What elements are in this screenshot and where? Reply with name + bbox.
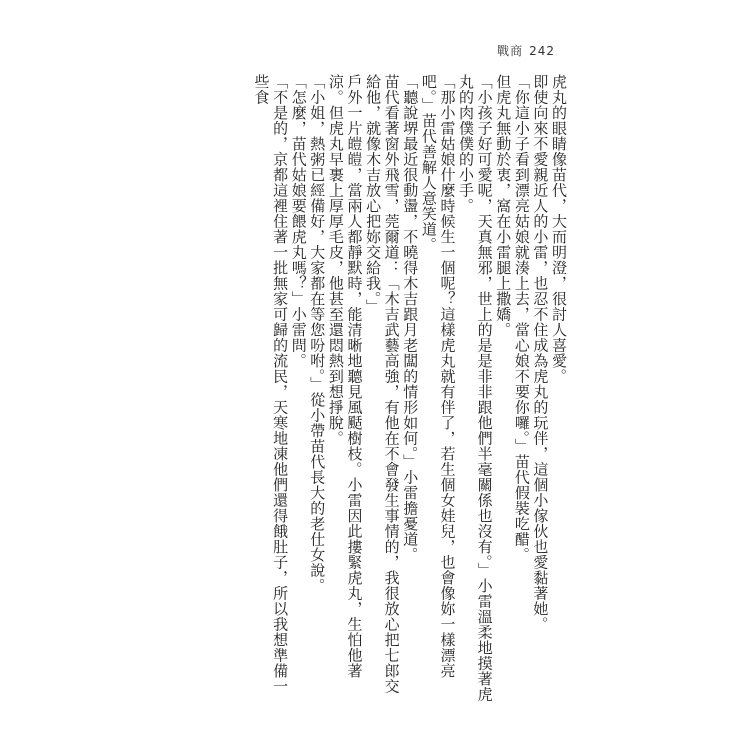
page-number: 242 xyxy=(529,44,555,58)
paragraph: 「小孩子好可愛呢，天真無邪，世上的是是非非跟他們半毫關係也沒有。」小雷溫柔地摸著虎丸的肉僕僕的小手。 xyxy=(457,74,494,702)
paragraph: 但虎丸無動於衷，窩在小雷腿上撒嬌。 xyxy=(494,74,513,338)
paragraph: 即使向來不愛親近人的小雷，也忍不住成為虎丸的玩伴，這個小傢伙也愛黏著她。 xyxy=(531,74,550,632)
paragraph: 「不是的，京都這裡住著一批無家可歸的流民，天寒地凍他們還得餓肚子，所以我想準備一些食 xyxy=(252,74,290,694)
paragraph: 戶外一片皚皚，當兩人都靜默時，能清晰地聽見風颳樹枝。小雷因此摟緊虎丸，生怕他著涼。但虎丸早裹上厚厚毛皮，他甚至還悶熱到想掙脫。 xyxy=(326,74,364,679)
paragraph: 「小姐，熱粥已經備好，大家都在等您吩咐。」從小帶苗代長大的老仕女說。 xyxy=(308,74,327,594)
paragraph: 「你這小子看到漂亮姑娘就湊上去，當心娘不要你囉。」苗代假裝吃醋。 xyxy=(512,74,531,563)
paragraph: 「聽說堺最近很動盪，不曉得木吉跟月老闆的情形如何。」小雷擔憂道。 xyxy=(401,74,420,563)
paragraph: 苗代看著窗外飛雪，莞爾道：「木吉武藝高強，有他在不會發生事情的，我很放心把七郎交給他，就像木吉放心把妳交給我。」 xyxy=(364,74,401,694)
book-title: 戰商 xyxy=(497,44,524,58)
paragraph: 虎丸的眼睛像苗代，大而明澄，很討人喜愛。 xyxy=(550,74,568,384)
running-header xyxy=(497,42,555,59)
paragraph: 「怎麼，苗代姑娘要餵虎丸嗎？」小雷問。 xyxy=(289,74,308,369)
vertical-body-text xyxy=(196,74,568,704)
paragraph: 「那小雷姑娘什麼時候生一個呢？這樣虎丸就有伴了，若生個女娃兒，也會像妳一樣漂亮吧。」苗代善解人意笑道。 xyxy=(419,74,457,679)
